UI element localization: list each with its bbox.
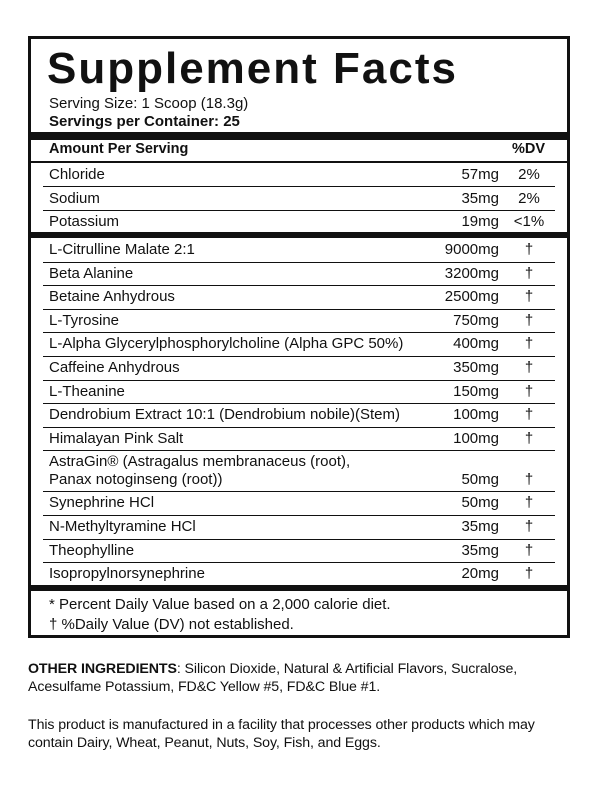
- row-divider: [43, 285, 555, 286]
- nutrient-name: Betaine Anhydrous: [49, 288, 175, 306]
- nutrient-row: [49, 565, 551, 583]
- nutrient-name: L-Theanine: [49, 382, 125, 400]
- nutrient-name: Himalayan Pink Salt: [49, 429, 184, 447]
- nutrient-name: L-Citrulline Malate 2:1: [49, 241, 195, 258]
- panel-title: Supplement Facts: [47, 44, 458, 93]
- row-divider: [43, 403, 555, 404]
- row-divider: [43, 427, 555, 428]
- nutrient-name: Synephrine HCl: [49, 494, 155, 512]
- row-divider: [43, 491, 555, 492]
- other-ingredients-label: OTHER INGREDIENTS: [28, 661, 177, 677]
- footnotes: [49, 595, 391, 635]
- nutrient-row: [49, 213, 551, 231]
- table-header: [49, 139, 551, 159]
- nutrient-dv: †: [524, 288, 534, 306]
- row-divider: [43, 539, 555, 540]
- nutrient-dv: †: [524, 335, 534, 353]
- nutrient-dv: †: [524, 406, 534, 424]
- nutrient-row: [49, 166, 551, 184]
- facility-statement: This product is manufactured in a facility that processes other products which may contain Dairy, Wheat, Peanut, Nuts, Soy, Fish, and Eggs.: [28, 717, 535, 751]
- row-divider: [43, 356, 555, 357]
- row-divider: [43, 332, 555, 333]
- nutrient-name: Isopropylnorsynephrine: [49, 565, 205, 583]
- nutrient-dv: †: [524, 359, 534, 376]
- servings-per-container: Servings per Container: 25: [49, 113, 240, 130]
- nutrient-name: L-Alpha Glycerylphosphorylcholine (Alpha GPC 50%): [49, 335, 404, 353]
- nutrient-name: Chloride: [49, 166, 105, 183]
- nutrient-amount: 100mg: [453, 429, 499, 447]
- nutrient-amount: 19mg: [461, 213, 499, 230]
- row-divider: [43, 515, 555, 516]
- other-ingredients: [28, 660, 573, 696]
- nutrient-name: AstraGin® (Astragalus membranaceus (root),: [49, 453, 351, 471]
- row-divider: [43, 210, 555, 211]
- nutrient-row: [49, 288, 551, 306]
- footnote-dv-not-established: † %Daily Value (DV) not established.: [49, 616, 294, 633]
- nutrient-amount: 35mg: [461, 541, 499, 559]
- other-ingredients-text: : Silicon Dioxide, Natural & Artificial Flavors, Sucralose, Acesulfame Potassium, FD&C Yellow #5, FD&C Blue #1.: [28, 661, 518, 695]
- nutrient-dv: †: [524, 541, 534, 559]
- nutrient-name: Potassium: [49, 213, 120, 230]
- nutrient-amount: 2500mg: [444, 288, 499, 306]
- nutrient-amount: 57mg: [461, 166, 499, 183]
- header-divider: [31, 161, 567, 163]
- nutrient-amount: 50mg: [461, 494, 499, 512]
- nutrient-amount: 400mg: [453, 335, 499, 353]
- nutrient-dv: 2%: [518, 166, 540, 183]
- nutrient-row: [49, 518, 551, 536]
- nutrient-amount: 750mg: [453, 311, 499, 329]
- row-divider: [43, 309, 555, 310]
- nutrient-dv: 2%: [518, 189, 540, 207]
- row-divider: [43, 186, 555, 187]
- nutrient-amount: 150mg: [453, 382, 499, 400]
- serving-size: Serving Size: 1 Scoop (18.3g): [49, 95, 249, 112]
- nutrient-dv: †: [524, 471, 534, 489]
- row-divider: [43, 262, 555, 263]
- nutrient-amount: 3200mg: [444, 264, 499, 282]
- nutrient-dv: †: [524, 518, 534, 535]
- amount-per-serving-label: Amount Per Serving: [49, 141, 189, 157]
- nutrient-dv: †: [524, 382, 534, 400]
- nutrient-amount: 100mg: [453, 406, 499, 424]
- serving-info: [49, 95, 248, 131]
- supplement-facts-panel: [28, 36, 570, 638]
- nutrient-dv: †: [524, 264, 534, 282]
- footnote-daily-value: * Percent Daily Value based on a 2,000 calorie diet.: [49, 596, 391, 613]
- nutrient-name: N-Methyltyramine HCl: [49, 518, 196, 535]
- nutrient-dv: †: [524, 494, 534, 512]
- row-divider: [43, 450, 555, 451]
- nutrient-amount: 35mg: [461, 518, 499, 535]
- nutrient-row: [49, 406, 551, 424]
- row-divider: [43, 562, 555, 563]
- nutrient-name: Beta Alanine: [49, 264, 134, 282]
- nutrient-name: Caffeine Anhydrous: [49, 359, 180, 376]
- nutrient-amount: 9000mg: [444, 241, 499, 258]
- nutrient-row: [49, 265, 551, 283]
- nutrient-row: [49, 494, 551, 512]
- nutrient-name: L-Tyrosine: [49, 311, 120, 329]
- nutrient-amount: 50mg: [461, 471, 499, 489]
- nutrient-name: Theophylline: [49, 541, 135, 559]
- nutrient-dv: †: [524, 565, 534, 583]
- thick-divider: [31, 232, 567, 238]
- nutrient-name-continued: Panax notoginseng (root)): [49, 471, 223, 489]
- nutrient-dv: <1%: [513, 213, 545, 230]
- nutrient-row: [49, 241, 551, 259]
- nutrient-row: [49, 430, 551, 448]
- nutrient-amount: 35mg: [461, 189, 499, 207]
- thick-divider: [31, 585, 567, 591]
- nutrient-dv: †: [524, 311, 534, 329]
- nutrient-row: [49, 359, 551, 377]
- nutrient-row: [49, 335, 551, 353]
- row-divider: [43, 380, 555, 381]
- nutrient-amount: 350mg: [453, 359, 499, 376]
- nutrient-name: Sodium: [49, 189, 100, 207]
- nutrient-dv: †: [524, 241, 534, 258]
- nutrient-row: [49, 383, 551, 401]
- nutrient-row: [49, 312, 551, 330]
- dv-header-label: %DV: [511, 141, 545, 157]
- nutrient-amount: 20mg: [461, 565, 499, 583]
- nutrient-name: Dendrobium Extract 10:1 (Dendrobium nobile)(Stem): [49, 406, 400, 424]
- nutrient-row: [49, 190, 551, 208]
- nutrient-row: [49, 542, 551, 560]
- nutrient-row: [49, 453, 551, 489]
- nutrient-dv: †: [524, 429, 534, 447]
